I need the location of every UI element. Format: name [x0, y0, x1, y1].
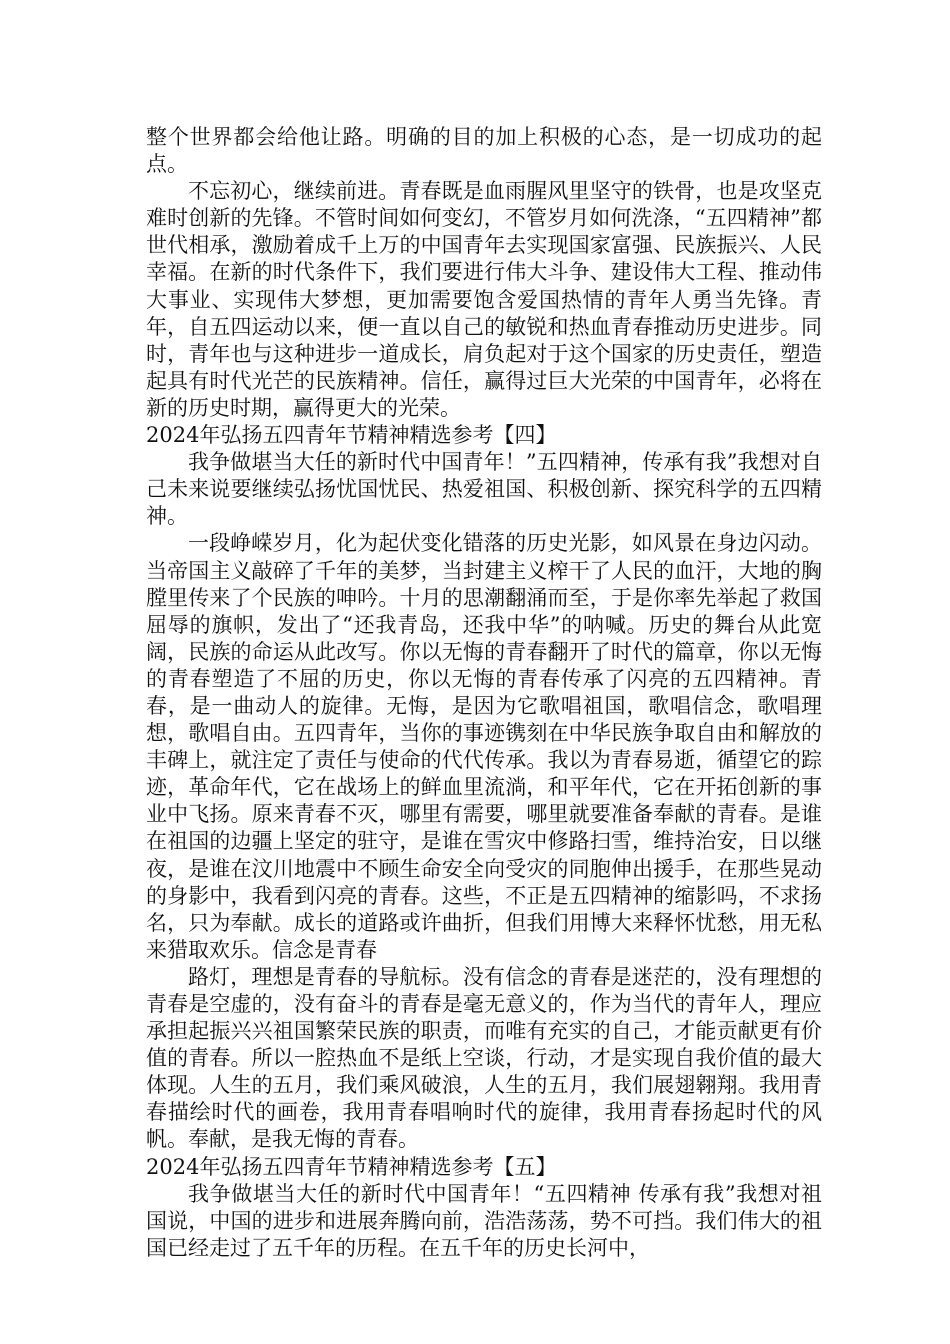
section-heading-four: 2024年弘扬五四青年节精神精选参考【四】 — [146, 423, 557, 448]
paragraph-four-ideals: 路灯，理想是青春的导航标。没有信念的青春是迷茫的，没有理想的青春是空虚的，没有奋斗的青春是毫无意义的，作为当代的青年人，理应承担起振兴兴祖国繁荣民族的职责，而唯有充实的自己，才能贡献更有价值的青春。所以一腔热血不是纸上空谈，行动，才是实现自我价值的最大体现。人生的五月，我们乘风破浪，人生的五月，我们展翅翱翔。我用青春描绘时代的画卷，我用青春唱响时代的旋律，我用青春扬起时代的风帆。奉献，是我无悔的青春。 — [146, 964, 822, 1152]
paragraph-four-history: 一段峥嵘岁月，化为起伏变化错落的历史光影，如风景在身边闪动。当帝国主义敲碎了千年的美梦，当封建主义榨干了人民的血汗，大地的胸膛里传来了个民族的呻吟。十月的思潮翻涌而至，于是你率先举起了救国屈辱的旗帜，发出了“还我青岛，还我中华”的呐喊。历史的舞台从此宽阔，民族的命运从此改写。你以无悔的青春翻开了时代的篇章，你以无悔的青春塑造了不屈的历史，你以无悔的青春传承了闪亮的五四精神。青春，是一曲动人的旋律。无悔，是因为它歌唱祖国，歌唱信念，歌唱理想，歌唱自由。五四青年，当你的事迹镌刻在中华民族争取自由和解放的丰碑上，就注定了责任与使命的代代传承。我以为青春易逝，循望它的踪迹，革命年代，它在战场上的鲜血里流淌，和平年代，它在开拓创新的事业中飞扬。原来青春不灭，哪里有需要，哪里就要准备奉献的青春。是谁在祖国的边疆上坚定的驻守，是谁在雪灾中修路扫雪，维持治安，日以继夜，是谁在汶川地震中不顾生命安全向受灾的同胞伸出援手，在那些晃动的身影中，我看到闪亮的青春。这些，不正是五四精神的缩影吗，不求扬名，只为奉献。成长的道路或许曲折，但我们用博大来释怀忧愁，用无私来猎取欢乐。信念是青春 — [146, 531, 822, 962]
document-body — [146, 124, 822, 1262]
section-heading-five: 2024年弘扬五四青年节精神精选参考【五】 — [146, 1154, 557, 1179]
paragraph-intro-continuation: 整个世界都会给他让路。明确的目的加上积极的心态，是一切成功的起点。 — [146, 125, 822, 177]
paragraph-original-aspiration: 不忘初心，继续前进。青春既是血雨腥风里坚守的铁骨，也是攻坚克难时创新的先锋。不管时间如何变幻，不管岁月如何洗涤，“五四精神”都世代相承，激励着成千上万的中国青年去实现国家富强、民族振兴、人民幸福。在新的时代条件下，我们要进行伟大斗争、建设伟大工程、推动伟大事业、实现伟大梦想，更加需要饱含爱国热情的青年人勇当先锋。青年，自五四运动以来，便一直以自己的敏锐和热血青春推动历史进步。同时，青年也与这种进步一道成长，肩负起对于这个国家的历史责任，塑造起具有时代光芒的民族精神。信任，赢得过巨大光荣的中国青年，必将在新的历史时期，赢得更大的光荣。 — [146, 179, 822, 420]
paragraph-four-intro: 我争做堪当大任的新时代中国青年！”五四精神，传承有我”我想对自己未来说要继续弘扬忧国忧民、热爱祖国、积极创新、探究科学的五四精神。 — [146, 450, 822, 529]
paragraph-five-intro: 我争做堪当大任的新时代中国青年！“五四精神 传承有我”我想对祖国说，中国的进步和进展奔腾向前，浩浩荡荡，势不可挡。我们伟大的祖国已经走过了五千年的历程。在五千年的历史长河中， — [146, 1181, 822, 1260]
